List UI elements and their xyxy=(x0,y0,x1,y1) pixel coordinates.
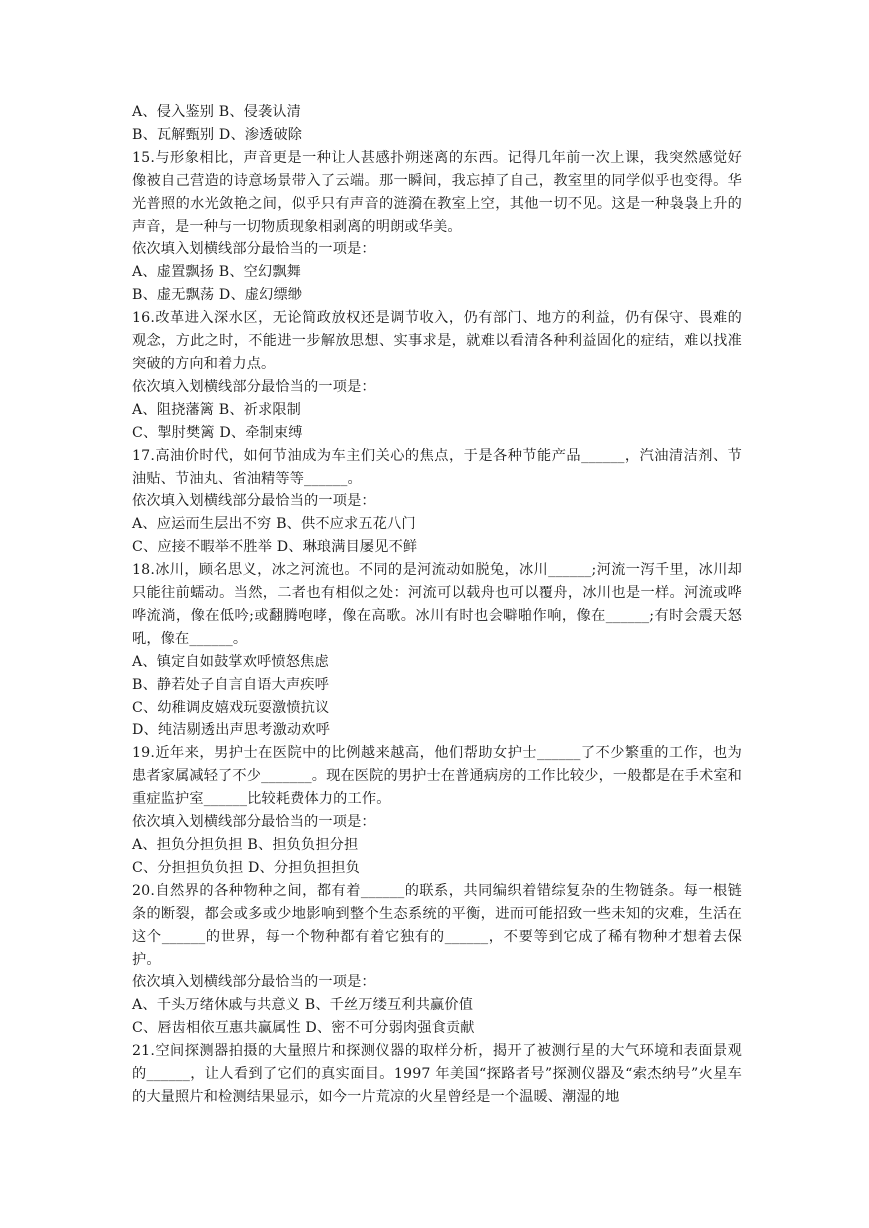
answer-option: B、静若处子自言自语大声疾呼 xyxy=(132,676,329,693)
answer-options-line: C、唇齿相依互惠共赢属性 D、密不可分弱肉强食贡献 xyxy=(132,1020,475,1037)
question-20-text: 20.自然界的各种物种之间，都有着______的联系，共同编织着错综复杂的生物链条。每一根链条的断裂，都会或多或少地影响到整个生态系统的平衡，进而可能招致一些未知的灾难，生活在这个______的世界，每一个物种都有着它独有的______，不要等到它成了稀有物种才想着去保护。 xyxy=(132,882,742,968)
answer-options-line: A、阻挠藩篱 B、祈求限制 xyxy=(132,401,302,418)
answer-options-line: C、分担担负负担 D、分担负担担负 xyxy=(132,859,360,876)
answer-options-line: A、千头万绪休戚与共意义 B、千丝万缕互利共赢价值 xyxy=(132,997,474,1014)
answer-option: C、幼稚调皮嬉戏玩耍激愤抗议 xyxy=(132,699,330,716)
answer-options-line: C、应接不暇举不胜举 D、琳琅满目屡见不鲜 xyxy=(132,539,418,556)
question-18-text: 18.冰川，顾名思义，冰之河流也。不同的是河流动如脱兔，冰川______;河流一泻千里，冰川却只能往前蠕动。当然，二者也有相似之处：河流可以载舟也可以覆舟，冰川也是一样。河流或哗哗流淌，像在低吟;或翻腾咆哮，像在高歌。冰川有时也会噼啪作响，像在______;有时会震天怒吼，像在______。 xyxy=(132,562,742,647)
question-21-text: 21.空间探测器拍摄的大量照片和探测仪器的取样分析，揭开了被测行星的大气环境和表面景观的______，让人看到了它们的真实面目。1997 年美国“探路者号”探测仪器及“索杰纳号”火星车的大量照片和检测结果显示，如今一片荒凉的火星曾经是一个温暖、潮湿的地 xyxy=(132,1043,742,1105)
answer-options-line: B、虚无飘荡 D、虚幻缥缈 xyxy=(132,287,303,304)
question-prompt: 依次填入划横线部分最恰当的一项是： xyxy=(132,241,376,258)
answer-options-line: C、掣肘樊篱 D、牵制束缚 xyxy=(132,424,303,441)
answer-option: A、镇定自如鼓掌欢呼愤怒焦虑 xyxy=(132,653,329,670)
question-16-text: 16.改革进入深水区，无论简政放权还是调节收入，仍有部门、地方的利益，仍有保守、畏难的观念，方此之时，不能进一步解放思想、实事求是，就难以看清各种利益固化的症结，难以找准突破的方向和着力点。 xyxy=(132,310,742,372)
answer-options-line: B、瓦解甄别 D、渗透破除 xyxy=(132,126,303,143)
question-prompt: 依次填入划横线部分最恰当的一项是： xyxy=(132,378,376,395)
question-prompt: 依次填入划横线部分最恰当的一项是： xyxy=(132,974,376,991)
document-page xyxy=(132,101,742,1109)
question-15-text: 15.与形象相比，声音更是一种让人甚感扑朔迷离的东西。记得几年前一次上课，我突然感觉好像被自己营造的诗意场景带入了云端。那一瞬间，我忘掉了自己，教室里的同学似乎也变得。华光普照的水光敛艳之间，似乎只有声音的涟漪在教室上空，其他一切不见。这是一种袅袅上升的声音，是一种与一切物质现象相剥离的明朗或华美。 xyxy=(132,149,742,235)
answer-option: D、纯洁剔透出声思考激动欢呼 xyxy=(132,722,330,739)
question-17-text: 17.高油价时代，如何节油成为车主们关心的焦点，于是各种节能产品______，汽油清洁剂、节油贴、节油丸、省油精等等______。 xyxy=(132,447,742,487)
question-prompt: 依次填入划横线部分最恰当的一项是： xyxy=(132,493,376,510)
question-prompt: 依次填入划横线部分最恰当的一项是： xyxy=(132,814,376,831)
answer-options-line: A、虚置飘扬 B、空幻飘舞 xyxy=(132,264,302,281)
answer-options-line: A、应运而生层出不穷 B、供不应求五花八门 xyxy=(132,516,416,533)
answer-options-line: A、侵入鉴别 B、侵袭认清 xyxy=(132,104,302,120)
answer-options-line: A、担负分担负担 B、担负负担分担 xyxy=(132,837,359,853)
question-19-text: 19.近年来，男护士在医院中的比例越来越高，他们帮助女护士______了不少繁重的工作，也为患者家属减轻了不少_______。现在医院的男护士在普通病房的工作比较少，一般都是在手术室和重症监护室______比较耗费体力的工作。 xyxy=(132,745,742,808)
